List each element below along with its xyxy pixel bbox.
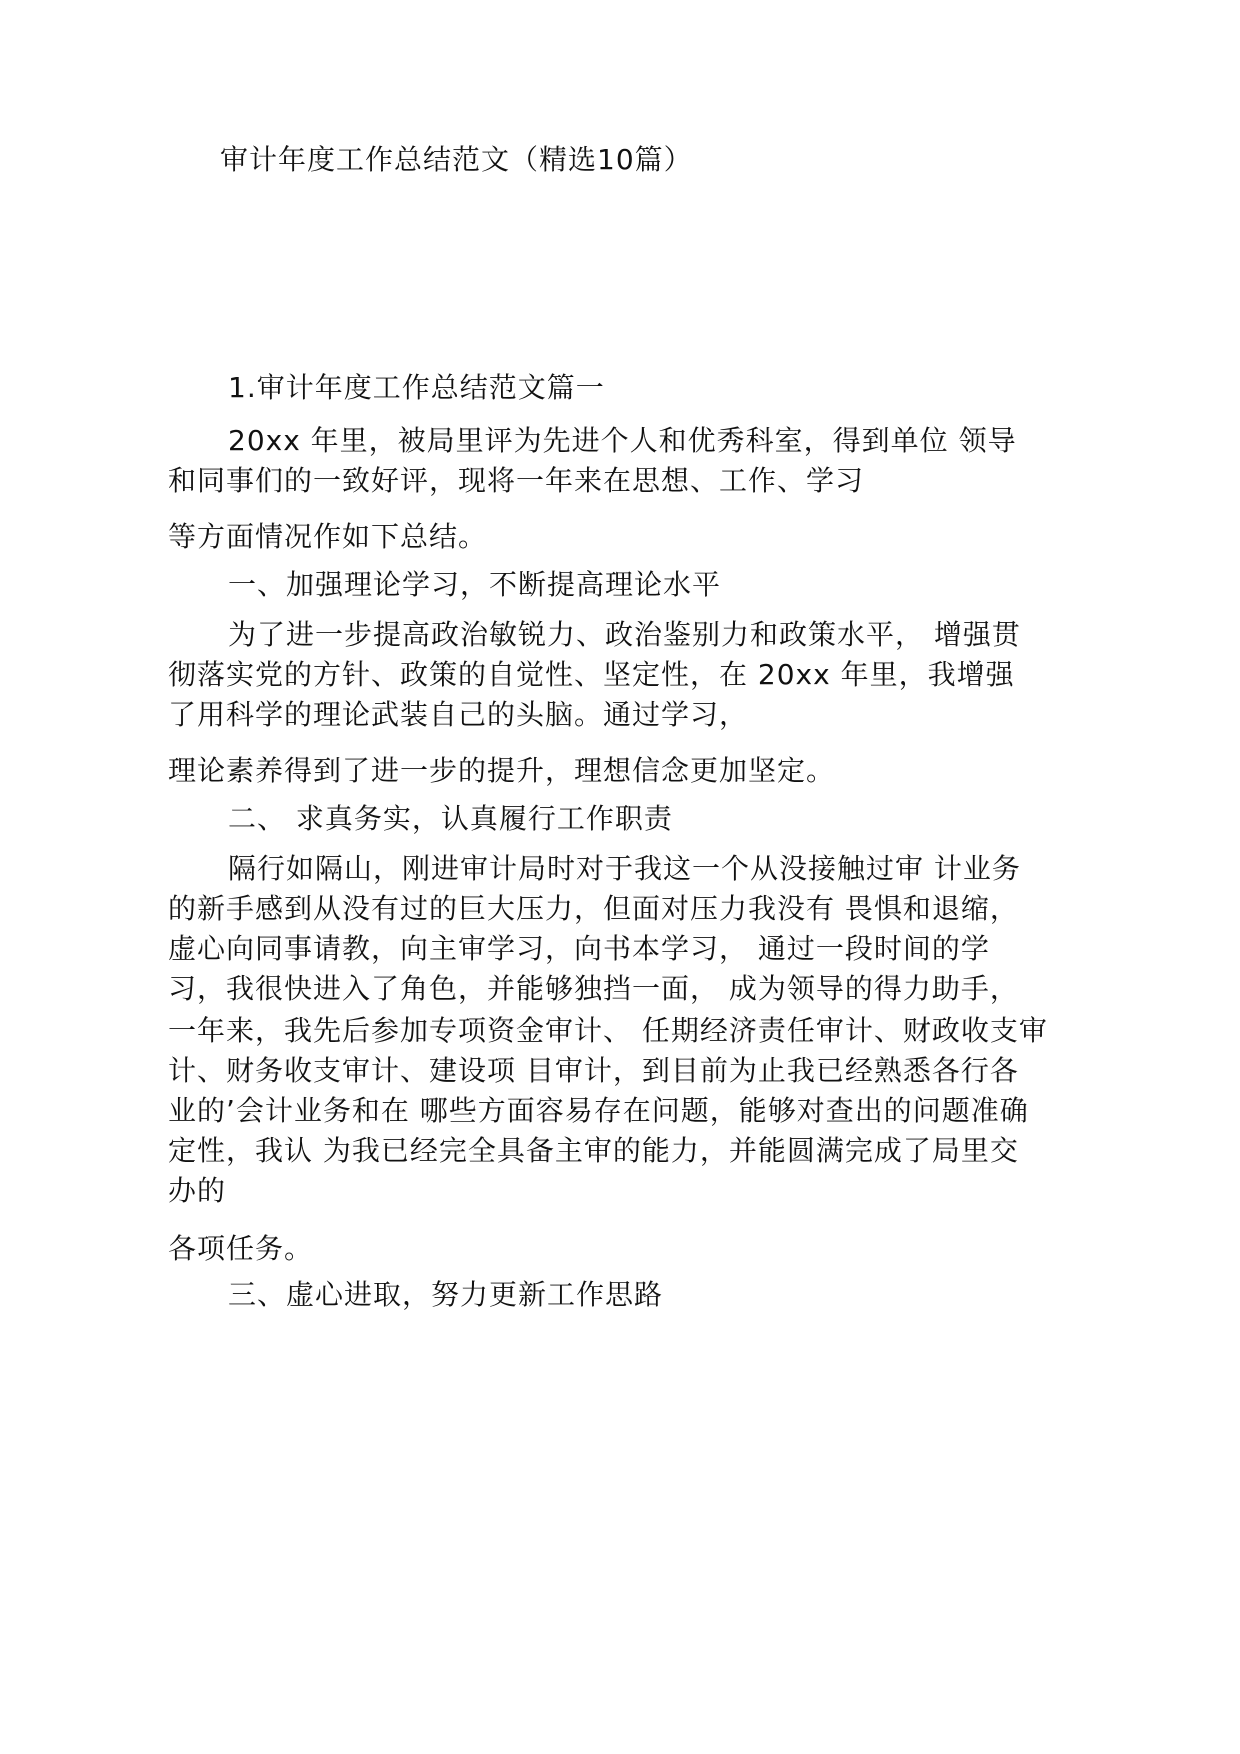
paragraph-line: 一年来，我先后参加专项资金审计、 任期经济责任审计、财政收支审: [168, 1014, 1048, 1047]
section-heading-1: 一、加强理论学习，不断提高理论水平: [228, 568, 722, 601]
paragraph-line: 隔行如隔山，刚进审计局时对于我这一个从没接触过审 计业务: [228, 852, 1021, 885]
paragraph-line: 计、财务收支审计、建设项 目审计，到目前为止我已经熟悉各行各: [168, 1054, 1019, 1087]
paragraph-line: 等方面情况作如下总结。: [168, 520, 488, 553]
paragraph-line: 和同事们的一致好评，现将一年来在思想、工作、学习: [168, 464, 865, 497]
paragraph-line: 各项任务。: [168, 1232, 314, 1265]
section-heading-3: 三、虚心进取，努力更新工作思路: [228, 1278, 664, 1311]
paragraph-line: 的新手感到从没有过的巨大压力，但面对压力我没有 畏惧和退缩，: [168, 892, 1019, 925]
paragraph-line: 理论素养得到了进一步的提升，理想信念更加坚定。: [168, 754, 836, 787]
paragraph-line: 定性，我认 为我已经完全具备主审的能力，并能圆满完成了局里交: [168, 1134, 1019, 1167]
paragraph-line: 业的’会计业务和在 哪些方面容易存在问题，能够对查出的问题准确: [168, 1094, 1029, 1127]
paragraph-line: 习，我很快进入了角色，并能够独挡一面， 成为领导的得力助手，: [168, 972, 1019, 1005]
paragraph-line: 20xx 年里，被局里评为先进个人和优秀科室，得到单位 领导: [228, 424, 1017, 457]
section-heading-2: 二、 求真务实，认真履行工作职责: [228, 802, 673, 835]
paragraph-line: 虚心向同事请教，向主审学习，向书本学习， 通过一段时间的学: [168, 932, 990, 965]
document-title: 审计年度工作总结范文（精选10篇）: [220, 143, 693, 176]
paragraph-line: 办的: [168, 1174, 227, 1207]
paragraph-line: 彻落实党的方针、政策的自觉性、坚定性，在 20xx 年里，我增强: [168, 658, 1015, 691]
paragraph-line: 了用科学的理论武装自己的头脑。通过学习，: [168, 698, 749, 731]
paragraph-line: 为了进一步提高政治敏锐力、政治鉴别力和政策水平， 增强贯: [228, 618, 1021, 651]
heading-part-one: 1.审计年度工作总结范文篇一: [228, 371, 605, 404]
